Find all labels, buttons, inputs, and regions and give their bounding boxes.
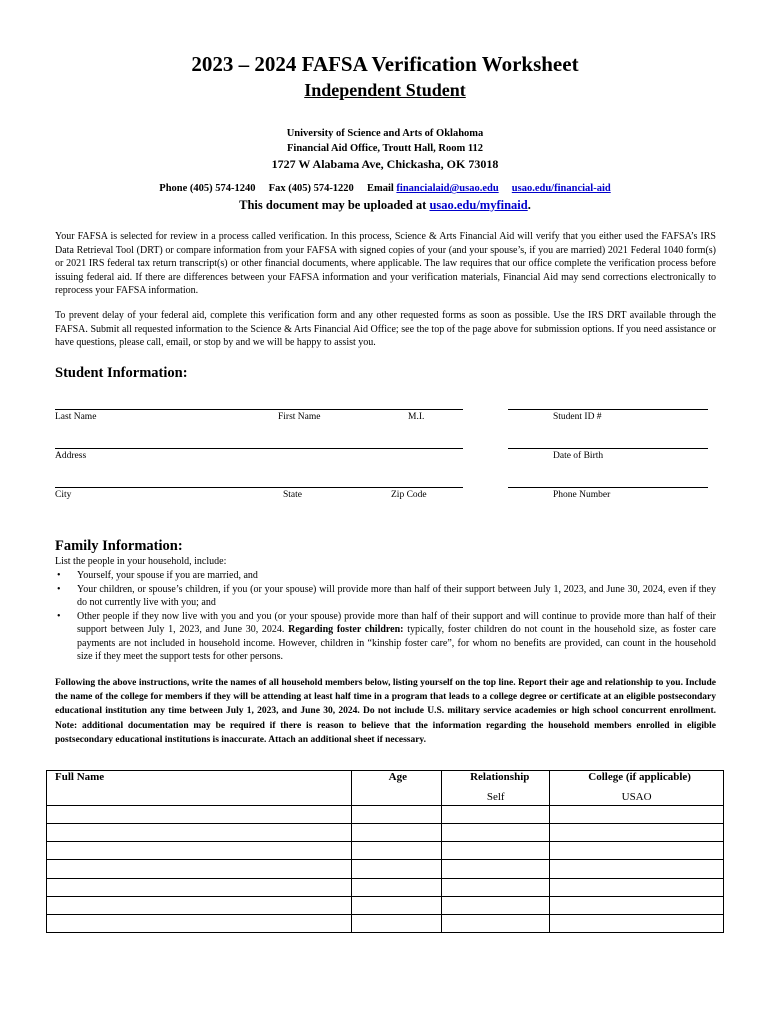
- table-row: [47, 914, 724, 932]
- table-cell[interactable]: [47, 860, 352, 878]
- student-id-label: Student ID #: [553, 412, 602, 422]
- table-cell[interactable]: [550, 914, 724, 932]
- table-cell[interactable]: [352, 824, 442, 842]
- household-instructions: Following the above instructions, write the names of all household members below, listing yourself on the top line. Report their age and relationship to you. Include the name of the college for members if they will be attending at least half time in a program that leads to a college degree or certificate at an eligible postsecondary educational institution any time between July 1, 2023, and June 30, 2024. Do not include U.S. military service academies or high school concurrent enrollment. Note: additional documentation may be required if there is reason to believe that the information regarding the household members enrolled in eligible postsecondary educational institutions is inaccurate. Attach an additional sheet if necessary.: [55, 678, 716, 745]
- table-cell[interactable]: [352, 896, 442, 914]
- table-row: [47, 878, 724, 896]
- table-cell[interactable]: [352, 806, 442, 824]
- foster-children-heading: Regarding foster children:: [288, 624, 404, 635]
- address-line[interactable]: [55, 448, 463, 449]
- table-cell[interactable]: [352, 878, 442, 896]
- phone-line[interactable]: [508, 487, 708, 488]
- street-address: 1727 W Alabama Ave, Chickasha, OK 73018: [271, 157, 499, 171]
- upload-suffix: .: [527, 198, 531, 212]
- list-item: • Other people if they now live with you and you (or your spouse) provide more than half of their support and will continue to provide more than half of their support between July 1, 2023, and June 30, 2024. Regarding foster children: typically, foster children do not count in the household size, as foster care payments are not included in household income. However, children in “kinship foster care”, for whom no benefits are provided, can count in the household size if they meet the support tests for other persons.: [57, 610, 716, 662]
- table-cell[interactable]: [442, 824, 550, 842]
- bullet-icon: •: [57, 583, 61, 595]
- table-row: [47, 824, 724, 842]
- table-cell[interactable]: [352, 842, 442, 860]
- family-lead: List the people in your household, include:: [55, 556, 227, 567]
- email-label: Email: [366, 183, 394, 194]
- first-name-label: First Name: [278, 412, 321, 422]
- college-header: College (if applicable): [550, 771, 724, 789]
- address-label: Address: [55, 451, 87, 461]
- zip-label: Zip Code: [391, 490, 427, 500]
- table-row: [47, 842, 724, 860]
- table-cell[interactable]: [352, 914, 442, 932]
- household-members-table: [46, 770, 724, 933]
- full-name-header: Full Name: [47, 771, 352, 789]
- table-cell[interactable]: USAO: [550, 788, 724, 806]
- phone-number: Phone (405) 574-1240: [159, 183, 256, 194]
- table-cell[interactable]: [47, 896, 352, 914]
- table-cell[interactable]: [550, 842, 724, 860]
- table-cell[interactable]: [442, 842, 550, 860]
- contact-line: [0, 183, 770, 194]
- table-cell[interactable]: [47, 914, 352, 932]
- table-cell[interactable]: [47, 806, 352, 824]
- table-cell[interactable]: [442, 806, 550, 824]
- page-subtitle: Independent Student: [304, 80, 466, 100]
- city-state-zip-line[interactable]: [55, 487, 463, 488]
- bullet-icon: •: [57, 570, 61, 581]
- table-cell[interactable]: [442, 896, 550, 914]
- table-row: [47, 860, 724, 878]
- table-row: [47, 806, 724, 824]
- list-item: • Your children, or spouse’s children, if you (or your spouse) will provide more than half of their support between July 1, 2023, and June 30, 2024, even if they do not currently live with you; and: [57, 583, 716, 608]
- table-cell[interactable]: [442, 860, 550, 878]
- bullet-icon: •: [57, 610, 61, 622]
- table-cell[interactable]: [47, 824, 352, 842]
- last-name-label: Last Name: [55, 412, 97, 422]
- table-cell[interactable]: [550, 806, 724, 824]
- intro-paragraph-1: Your FAFSA is selected for review in a process called verification. In this process, Science & Arts Financial Aid will verify that you either used the FAFSA’s IRS Data Retrieval Tool (DRT) or compare information from your FAFSA with signed copies of your (and your spouse’s, if you are married) 2021 Federal 1040 form(s) or 2021 IRS federal tax return transcript(s) or other financial documents, where applicable. The law requires that our office complete the verification process before issuing federal aid. If there are differences between your FAFSA information and your verification materials, Financial Aid may send corrections electronically to reprocess your FAFSA information.: [55, 231, 716, 296]
- table-cell[interactable]: Self: [442, 788, 550, 806]
- table-cell[interactable]: [442, 914, 550, 932]
- table-row: [47, 896, 724, 914]
- upload-link[interactable]: usao.edu/myfinaid: [429, 198, 528, 212]
- upload-notice: [0, 198, 770, 213]
- intro-paragraph-2: To prevent delay of your federal aid, complete this verification form and any other requested forms as soon as possible. Use the IRS DRT available through the FAFSA. Submit all requested information to the Science & Arts Financial Aid Office; see the top of the page above for submission options. If you need assistance or have questions, please call, email, or stop by and we will be happy to assist you.: [55, 310, 716, 348]
- state-label: State: [283, 490, 302, 500]
- table-cell[interactable]: [352, 860, 442, 878]
- student-id-line[interactable]: [508, 409, 708, 410]
- table-cell[interactable]: [550, 860, 724, 878]
- household-rules-list: [55, 569, 716, 664]
- relationship-header: Relationship: [442, 771, 550, 789]
- list-item: • Yourself, your spouse if you are married, and: [57, 570, 258, 581]
- dob-line[interactable]: [508, 448, 708, 449]
- table-cell[interactable]: [550, 896, 724, 914]
- fax-number: Fax (405) 574-1220: [268, 183, 354, 194]
- office-location: Financial Aid Office, Troutt Hall, Room 112: [286, 143, 483, 154]
- website-link[interactable]: usao.edu/financial-aid: [511, 183, 611, 194]
- dob-label: Date of Birth: [553, 451, 604, 461]
- age-header: Age: [352, 771, 442, 789]
- family-info-heading: Family Information:: [55, 538, 183, 554]
- table-cell[interactable]: [550, 878, 724, 896]
- institution-name: University of Science and Arts of Oklahoma: [286, 128, 484, 139]
- table-cell[interactable]: [47, 788, 352, 806]
- table-cell[interactable]: [352, 788, 442, 806]
- table-cell[interactable]: [550, 824, 724, 842]
- table-row: [47, 788, 724, 806]
- phone-label: Phone Number: [553, 490, 611, 500]
- table-cell[interactable]: [47, 878, 352, 896]
- mi-label: M.I.: [408, 412, 425, 422]
- table-cell[interactable]: [442, 878, 550, 896]
- student-info-heading: Student Information:: [55, 365, 188, 381]
- email-link[interactable]: financialaid@usao.edu: [396, 183, 499, 194]
- upload-prefix: This document may be uploaded at: [239, 198, 427, 212]
- last-first-mi-line[interactable]: [55, 409, 463, 410]
- table-header-row: [47, 771, 724, 789]
- page-title: 2023 – 2024 FAFSA Verification Worksheet: [191, 52, 579, 76]
- table-cell[interactable]: [47, 842, 352, 860]
- city-label: City: [55, 490, 72, 500]
